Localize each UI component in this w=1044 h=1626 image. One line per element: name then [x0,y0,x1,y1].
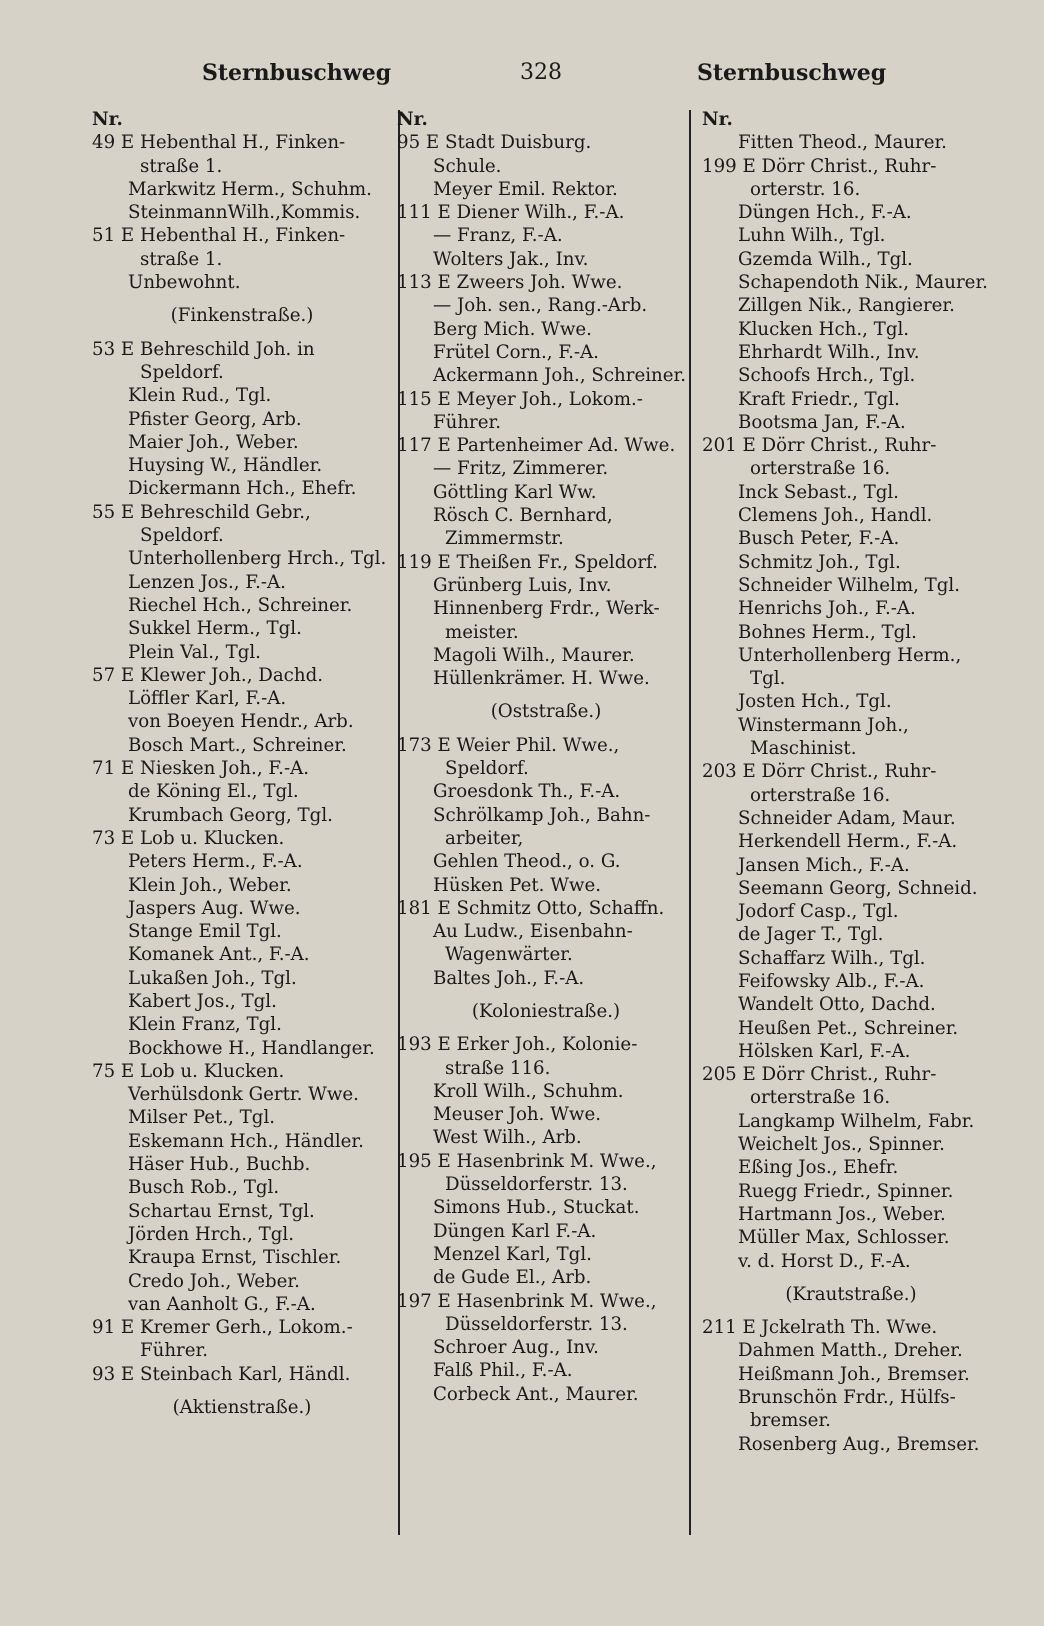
house-entry: 203 E Dörr Christ., Ruhr- [702,761,937,783]
resident-line: Lukaßen Joh., Tgl. [128,967,297,989]
resident-line: Zillgen Nik., Rangierer. [738,295,955,317]
resident-line: — Franz, F.-A. [433,225,563,247]
house-entry: 181 E Schmitz Otto, Schaffn. [397,897,665,919]
resident-line: van Aanholt G., F.-A. [128,1293,316,1315]
resident-line: Schneider Adam, Maur. [738,807,956,829]
resident-line: de Köning El., Tgl. [128,781,299,803]
resident-line: Heußen Pet., Schreiner. [738,1017,959,1039]
house-entry: 95 E Stadt Duisburg. [397,132,592,154]
resident-line: orterstr. 16. [750,178,861,200]
resident-line: Jodorf Casp., Tgl. [738,901,899,923]
resident-line: Plein Val., Tgl. [128,641,261,663]
column-heading-nr: Nr. [92,109,123,130]
resident-line: Unterhollenberg Herm., [738,644,962,666]
resident-line: SteinmannWilh.,Kommis. [128,202,361,224]
column-2 [397,108,695,1538]
resident-line: Häser Hub., Buchb. [128,1154,311,1176]
resident-line: Jörden Hrch., Tgl. [128,1223,295,1245]
resident-line: Hüllenkrämer. H. Wwe. [433,668,650,690]
house-entry: 75 E Lob u. Klucken. [92,1060,285,1082]
resident-line: Lenzen Jos., F.-A. [128,571,286,593]
resident-line: Tgl. [750,668,786,690]
resident-line: Bootsma Jan, F.-A. [738,411,906,433]
resident-line: Krumbach Georg, Tgl. [128,804,333,826]
resident-line: Pfister Georg, Arb. [128,408,302,430]
house-entry: 71 E Niesken Joh., F.-A. [92,758,310,780]
resident-line: Klein Rud., Tgl. [128,385,272,407]
resident-line: Credo Joh., Weber. [128,1270,300,1292]
resident-line: Führer. [140,1340,208,1362]
resident-line: Huysing W., Händler. [128,455,323,477]
resident-line: straße 1. [140,155,223,177]
resident-line: von Boeyen Hendr., Arb. [128,711,354,733]
resident-line: Düngen Karl F.-A. [433,1220,597,1242]
resident-line: Klein Franz, Tgl. [128,1014,282,1036]
house-entry: 119 E Theißen Fr., Speldorf. [397,551,658,573]
resident-line: Simons Hub., Stuckat. [433,1197,640,1219]
street-heading: (Aktienstraße.) [172,1397,312,1419]
resident-line: Dahmen Matth., Dreher. [738,1340,963,1362]
resident-line: Frütel Corn., F.-A. [433,341,599,363]
resident-line: Grünberg Luis, Inv. [433,574,612,596]
house-entry: 53 E Behreschild Joh. in [92,338,315,360]
resident-line: Corbeck Ant., Maurer. [433,1383,639,1405]
resident-line: Busch Rob., Tgl. [128,1177,280,1199]
resident-line: Hinnenberg Frdr., Werk- [433,598,660,620]
house-entry: 117 E Partenheimer Ad. Wwe. [397,435,676,457]
resident-line: Seemann Georg, Schneid. [738,877,978,899]
resident-line: Winstermann Joh., [738,714,909,736]
house-entry: 57 E Klewer Joh., Dachd. [92,664,324,686]
house-entry: 113 E Zweers Joh. Wwe. [397,272,623,294]
resident-line: Düsseldorferstr. 13. [445,1313,628,1335]
resident-line: Rösch C. Bernhard, [433,505,613,527]
resident-line: Ruegg Friedr., Spinner. [738,1180,954,1202]
house-entry: 211 E Jckelrath Th. Wwe. [702,1317,938,1339]
resident-line: Groesdonk Th., F.-A. [433,781,621,803]
resident-line: Markwitz Herm., Schuhm. [128,178,372,200]
resident-line: Schroer Aug., Inv. [433,1337,599,1359]
resident-line: — Fritz, Zimmerer. [433,458,609,480]
house-entry: 93 E Steinbach Karl, Händl. [92,1363,351,1385]
resident-line: Herkendell Herm., F.-A. [738,831,958,853]
resident-line: Fitten Theod., Maurer. [738,132,947,154]
resident-line: Verhülsdonk Gertr. Wwe. [128,1084,359,1106]
house-entry: 73 E Lob u. Klucken. [92,827,285,849]
house-entry: 193 E Erker Joh., Kolonie- [397,1034,638,1056]
resident-line: Meuser Joh. Wwe. [433,1104,601,1126]
resident-line: meister. [445,621,519,643]
resident-line: Sukkel Herm., Tgl. [128,618,302,640]
house-entry: 91 E Kremer Gerh., Lokom.- [92,1317,353,1339]
resident-line: Jansen Mich., F.-A. [738,854,910,876]
resident-line: Schule. [433,155,502,177]
page-number: 328 [520,60,562,85]
resident-line: West Wilh., Arb. [433,1127,582,1149]
resident-line: Müller Max, Schlosser. [738,1227,950,1249]
resident-line: Zimmermstr. [445,528,564,550]
resident-line: Au Ludw., Eisenbahn- [433,921,633,943]
resident-line: Henrichs Joh., F.-A. [738,598,916,620]
resident-line: Ehrhardt Wilh., Inv. [738,341,920,363]
resident-line: Wagenwärter. [445,944,573,966]
resident-line: Schmitz Joh., Tgl. [738,551,901,573]
house-entry: 197 E Hasenbrink M. Wwe., [397,1290,657,1312]
house-entry: 195 E Hasenbrink M. Wwe., [397,1150,657,1172]
resident-line: Maschinist. [750,738,857,760]
resident-line: Löffler Karl, F.-A. [128,688,287,710]
resident-line: Kraft Friedr., Tgl. [738,388,900,410]
resident-line: Düngen Hch., F.-A. [738,202,912,224]
resident-line: Bockhowe H., Handlanger. [128,1037,375,1059]
resident-line: Kroll Wilh., Schuhm. [433,1080,624,1102]
street-heading: (Finkenstraße.) [170,305,314,327]
resident-line: Langkamp Wilhelm, Fabr. [738,1110,975,1132]
resident-line: Baltes Joh., F.-A. [433,967,585,989]
resident-line: Feifowsky Alb., F.-A. [738,970,925,992]
house-entry: 49 E Hebenthal H., Finken- [92,132,346,154]
resident-line: Unterhollenberg Hrch., Tgl. [128,548,387,570]
house-entry: 173 E Weier Phil. Wwe., [397,734,620,756]
resident-line: Inck Sebast., Tgl. [738,481,899,503]
header-right-title: Sternbuschweg [697,60,887,86]
resident-line: Hölsken Karl, F.-A. [738,1040,911,1062]
column-heading-nr: Nr. [702,109,733,130]
resident-line: Göttling Karl Ww. [433,481,597,503]
resident-line: Schneider Wilhelm, Tgl. [738,574,961,596]
resident-line: Rosenberg Aug., Bremser. [738,1433,980,1455]
resident-line: v. d. Horst D., F.-A. [738,1250,911,1272]
resident-line: Menzel Karl, Tgl. [433,1243,592,1265]
resident-line: Falß Phil., F.-A. [433,1360,573,1382]
resident-line: Meyer Emil. Rektor. [433,178,618,200]
resident-line: Gehlen Theod., o. G. [433,851,621,873]
resident-line: Peters Herm., F.-A. [128,851,303,873]
resident-line: Josten Hch., Tgl. [738,691,892,713]
resident-line: Wolters Jak., Inv. [433,248,589,270]
resident-line: Eßing Jos., Ehefr. [738,1157,899,1179]
resident-line: arbeiter, [445,827,524,849]
resident-line: — Joh. sen., Rang.-Arb. [433,295,648,317]
resident-line: Unbewohnt. [128,272,241,294]
resident-line: de Gude El., Arb. [433,1267,592,1289]
resident-line: Schaffarz Wilh., Tgl. [738,947,926,969]
resident-line: Stange Emil Tgl. [128,921,282,943]
resident-line: orterstraße 16. [750,1087,891,1109]
resident-line: Magoli Wilh., Maurer. [433,644,635,666]
resident-line: Speldorf. [140,361,224,383]
resident-line: Speldorf. [445,758,529,780]
resident-line: Klein Joh., Weber. [128,874,292,896]
header-left-title: Sternbuschweg [202,60,392,86]
resident-line: Speldorf. [140,525,224,547]
resident-line: Schartau Ernst, Tgl. [128,1200,315,1222]
house-entry: 205 E Dörr Christ., Ruhr- [702,1064,937,1086]
resident-line: Clemens Joh., Handl. [738,505,933,527]
resident-line: Hüsken Pet. Wwe. [433,874,602,896]
resident-line: straße 116. [445,1057,551,1079]
resident-line: Dickermann Hch., Ehefr. [128,478,357,500]
resident-line: Wandelt Otto, Dachd. [738,994,936,1016]
resident-line: de Jager T., Tgl. [738,924,884,946]
resident-line: Gzemda Wilh., Tgl. [738,248,913,270]
resident-line: Weichelt Jos., Spinner. [738,1134,945,1156]
resident-line: bremser. [750,1410,831,1432]
resident-line: Heißmann Joh., Bremser. [738,1363,970,1385]
column-3 [702,108,1000,1538]
page-header [0,54,1044,94]
resident-line: straße 1. [140,248,223,270]
resident-line: Schoofs Hrch., Tgl. [738,365,916,387]
resident-line: Führer. [433,411,501,433]
resident-line: Düsseldorferstr. 13. [445,1174,628,1196]
house-entry: 115 E Meyer Joh., Lokom.- [397,388,643,410]
street-heading: (Koloniestraße.) [471,1000,621,1022]
resident-line: Luhn Wilh., Tgl. [738,225,886,247]
resident-line: Schrölkamp Joh., Bahn- [433,804,651,826]
resident-line: orterstraße 16. [750,458,891,480]
resident-line: Riechel Hch., Schreiner. [128,594,353,616]
resident-line: Berg Mich. Wwe. [433,318,592,340]
resident-line: Maier Joh., Weber. [128,431,299,453]
column-heading-nr: Nr. [397,109,428,130]
house-entry: 111 E Diener Wilh., F.-A. [397,202,625,224]
resident-line: Hartmann Jos., Weber. [738,1203,946,1225]
resident-line: Eskemann Hch., Händler. [128,1130,364,1152]
resident-line: Bohnes Herm., Tgl. [738,621,917,643]
column-1 [92,108,392,1538]
resident-line: Milser Pet., Tgl. [128,1107,276,1129]
house-entry: 55 E Behreschild Gebr., [92,501,311,523]
resident-line: Schapendoth Nik., Maurer. [738,272,988,294]
resident-line: Kabert Jos., Tgl. [128,990,277,1012]
street-heading: (Oststraße.) [490,701,602,723]
resident-line: Ackermann Joh., Schreiner. [433,365,686,387]
street-heading: (Krautstraße.) [785,1283,917,1305]
resident-line: Kraupa Ernst, Tischler. [128,1247,342,1269]
house-entry: 51 E Hebenthal H., Finken- [92,225,346,247]
resident-line: orterstraße 16. [750,784,891,806]
resident-line: Jaspers Aug. Wwe. [128,897,301,919]
resident-line: Busch Peter, F.-A. [738,528,900,550]
resident-line: Bosch Mart., Schreiner. [128,734,347,756]
house-entry: 201 E Dörr Christ., Ruhr- [702,435,937,457]
resident-line: Komanek Ant., F.-A. [128,944,310,966]
resident-line: Brunschön Frdr., Hülfs- [738,1387,956,1409]
house-entry: 199 E Dörr Christ., Ruhr- [702,155,937,177]
resident-line: Klucken Hch., Tgl. [738,318,910,340]
